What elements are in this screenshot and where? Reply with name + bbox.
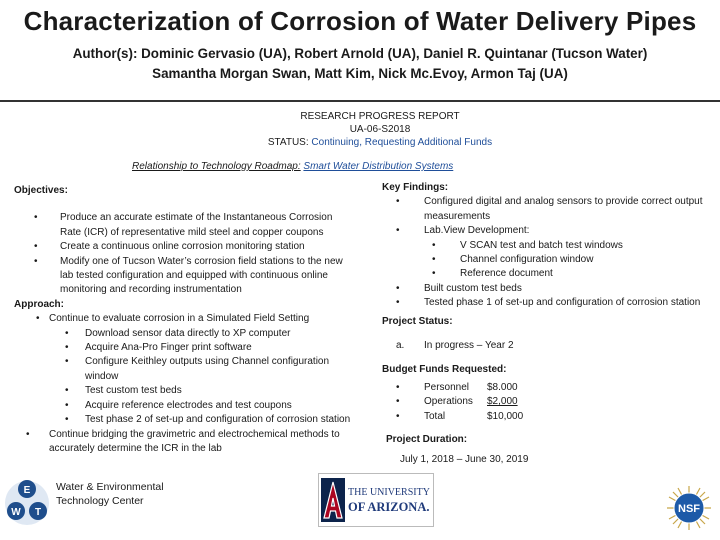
status-label: STATUS: (267, 137, 309, 148)
authors-line-2: Samantha Morgan Swan, Matt Kim, Nick Mc.Evoy, Armon Taj (UA) (152, 66, 568, 81)
wetc-letter-w: W (11, 507, 21, 518)
finding-item: • Built custom test beds (396, 282, 522, 294)
nsf-logo (666, 485, 712, 531)
approach-subitem: • Configure Keithley outputs using Channel configuration window (65, 356, 330, 382)
right-column (382, 181, 718, 467)
approach-subitem: • Download sensor data directly to XP computer (65, 327, 291, 339)
duration-heading: Project Duration: (386, 434, 468, 446)
approach-subitem: • Test custom test beds (65, 385, 182, 397)
status-value: Continuing, Requesting Additional Funds (311, 137, 493, 148)
roadmap (132, 161, 453, 172)
finding-item: • Tested phase 1 of set-up and configuration of corrosion station (396, 297, 701, 309)
finding-item: • Lab.View Development: (396, 225, 530, 237)
wetc-letter-e: E (23, 485, 31, 496)
approach-item: • Continue to evaluate corrosion in a Simulated Field Setting (36, 313, 310, 325)
objective-item: • Produce an accurate estimate of the Instantaneous Corrosion Rate (ICR) of representative mild steel and copper coupons (34, 212, 333, 238)
report-header (0, 110, 720, 149)
report-status (0, 136, 720, 149)
wetc-line-1: Water & Environmental (56, 481, 164, 493)
approach-item: • Continue bridging the gravimetric and electrochemical methods to accurately determine the ICR in the lab (26, 428, 340, 454)
university-of-arizona-logo (318, 473, 434, 527)
wetc-logo (4, 470, 50, 536)
nsf-label: NSF (678, 503, 700, 515)
duration-value: July 1, 2018 – June 30, 2019 (400, 453, 529, 465)
finding-subitem: • V SCAN test and batch test windows (432, 239, 623, 251)
title-divider (0, 100, 720, 102)
findings-heading: Key Findings: (382, 182, 449, 193)
wetc-line-2: Technology Center (56, 495, 144, 507)
ua-line-2: OF ARIZONA. (348, 500, 430, 514)
budget-row-operations: • Operations $2,000 (396, 396, 518, 408)
roadmap-label: Relationship to Technology Roadmap: (132, 161, 301, 172)
wetc-letter-t: T (34, 507, 42, 518)
finding-subitem: • Reference document (432, 268, 553, 280)
authors-line-1: Author(s): Dominic Gervasio (UA), Robert Arnold (UA), Daniel R. Quintanar (Tucson Water) (72, 46, 648, 61)
approach-subitem: • Test phase 2 of set-up and configuration of corrosion station (65, 414, 351, 426)
project-status-heading: Project Status: (382, 315, 453, 327)
approach-subitem: • Acquire Ana-Pro Finger print software (65, 342, 252, 354)
page-title: Characterization of Corrosion of Water Delivery Pipes (23, 6, 697, 36)
budget-row-personnel: • Personnel $8.000 (396, 381, 518, 393)
approach-heading: Approach: (14, 298, 64, 310)
report-id: UA-06-S2018 (349, 124, 411, 135)
approach-subitem: • Acquire reference electrodes and test coupons (65, 399, 292, 411)
authors (40, 44, 680, 84)
budget-heading: Budget Funds Requested: (382, 364, 507, 376)
ua-line-1: THE UNIVERSITY (348, 487, 430, 498)
wetc-name (56, 480, 164, 508)
left-column (14, 184, 354, 456)
report-type: RESEARCH PROGRESS REPORT (300, 111, 460, 122)
roadmap-link[interactable]: Smart Water Distribution Systems (303, 161, 454, 172)
ua-block-a-icon (321, 476, 345, 524)
finding-item: • Configured digital and analog sensors to provide correct output measurements (396, 196, 703, 222)
objectives-heading: Objectives: (14, 185, 68, 196)
objective-item: • Modify one of Tucson Water’s corrosion field stations to the new lab tested configuration and equipped with continuous online monitoring and recording instrumentation (34, 255, 343, 296)
objective-item: • Create a continuous online corrosion monitoring station (34, 241, 305, 253)
finding-subitem: • Channel configuration window (432, 254, 594, 266)
budget-row-total: • Total $10,000 (396, 410, 524, 422)
project-status-item: a. In progress – Year 2 (396, 340, 514, 352)
